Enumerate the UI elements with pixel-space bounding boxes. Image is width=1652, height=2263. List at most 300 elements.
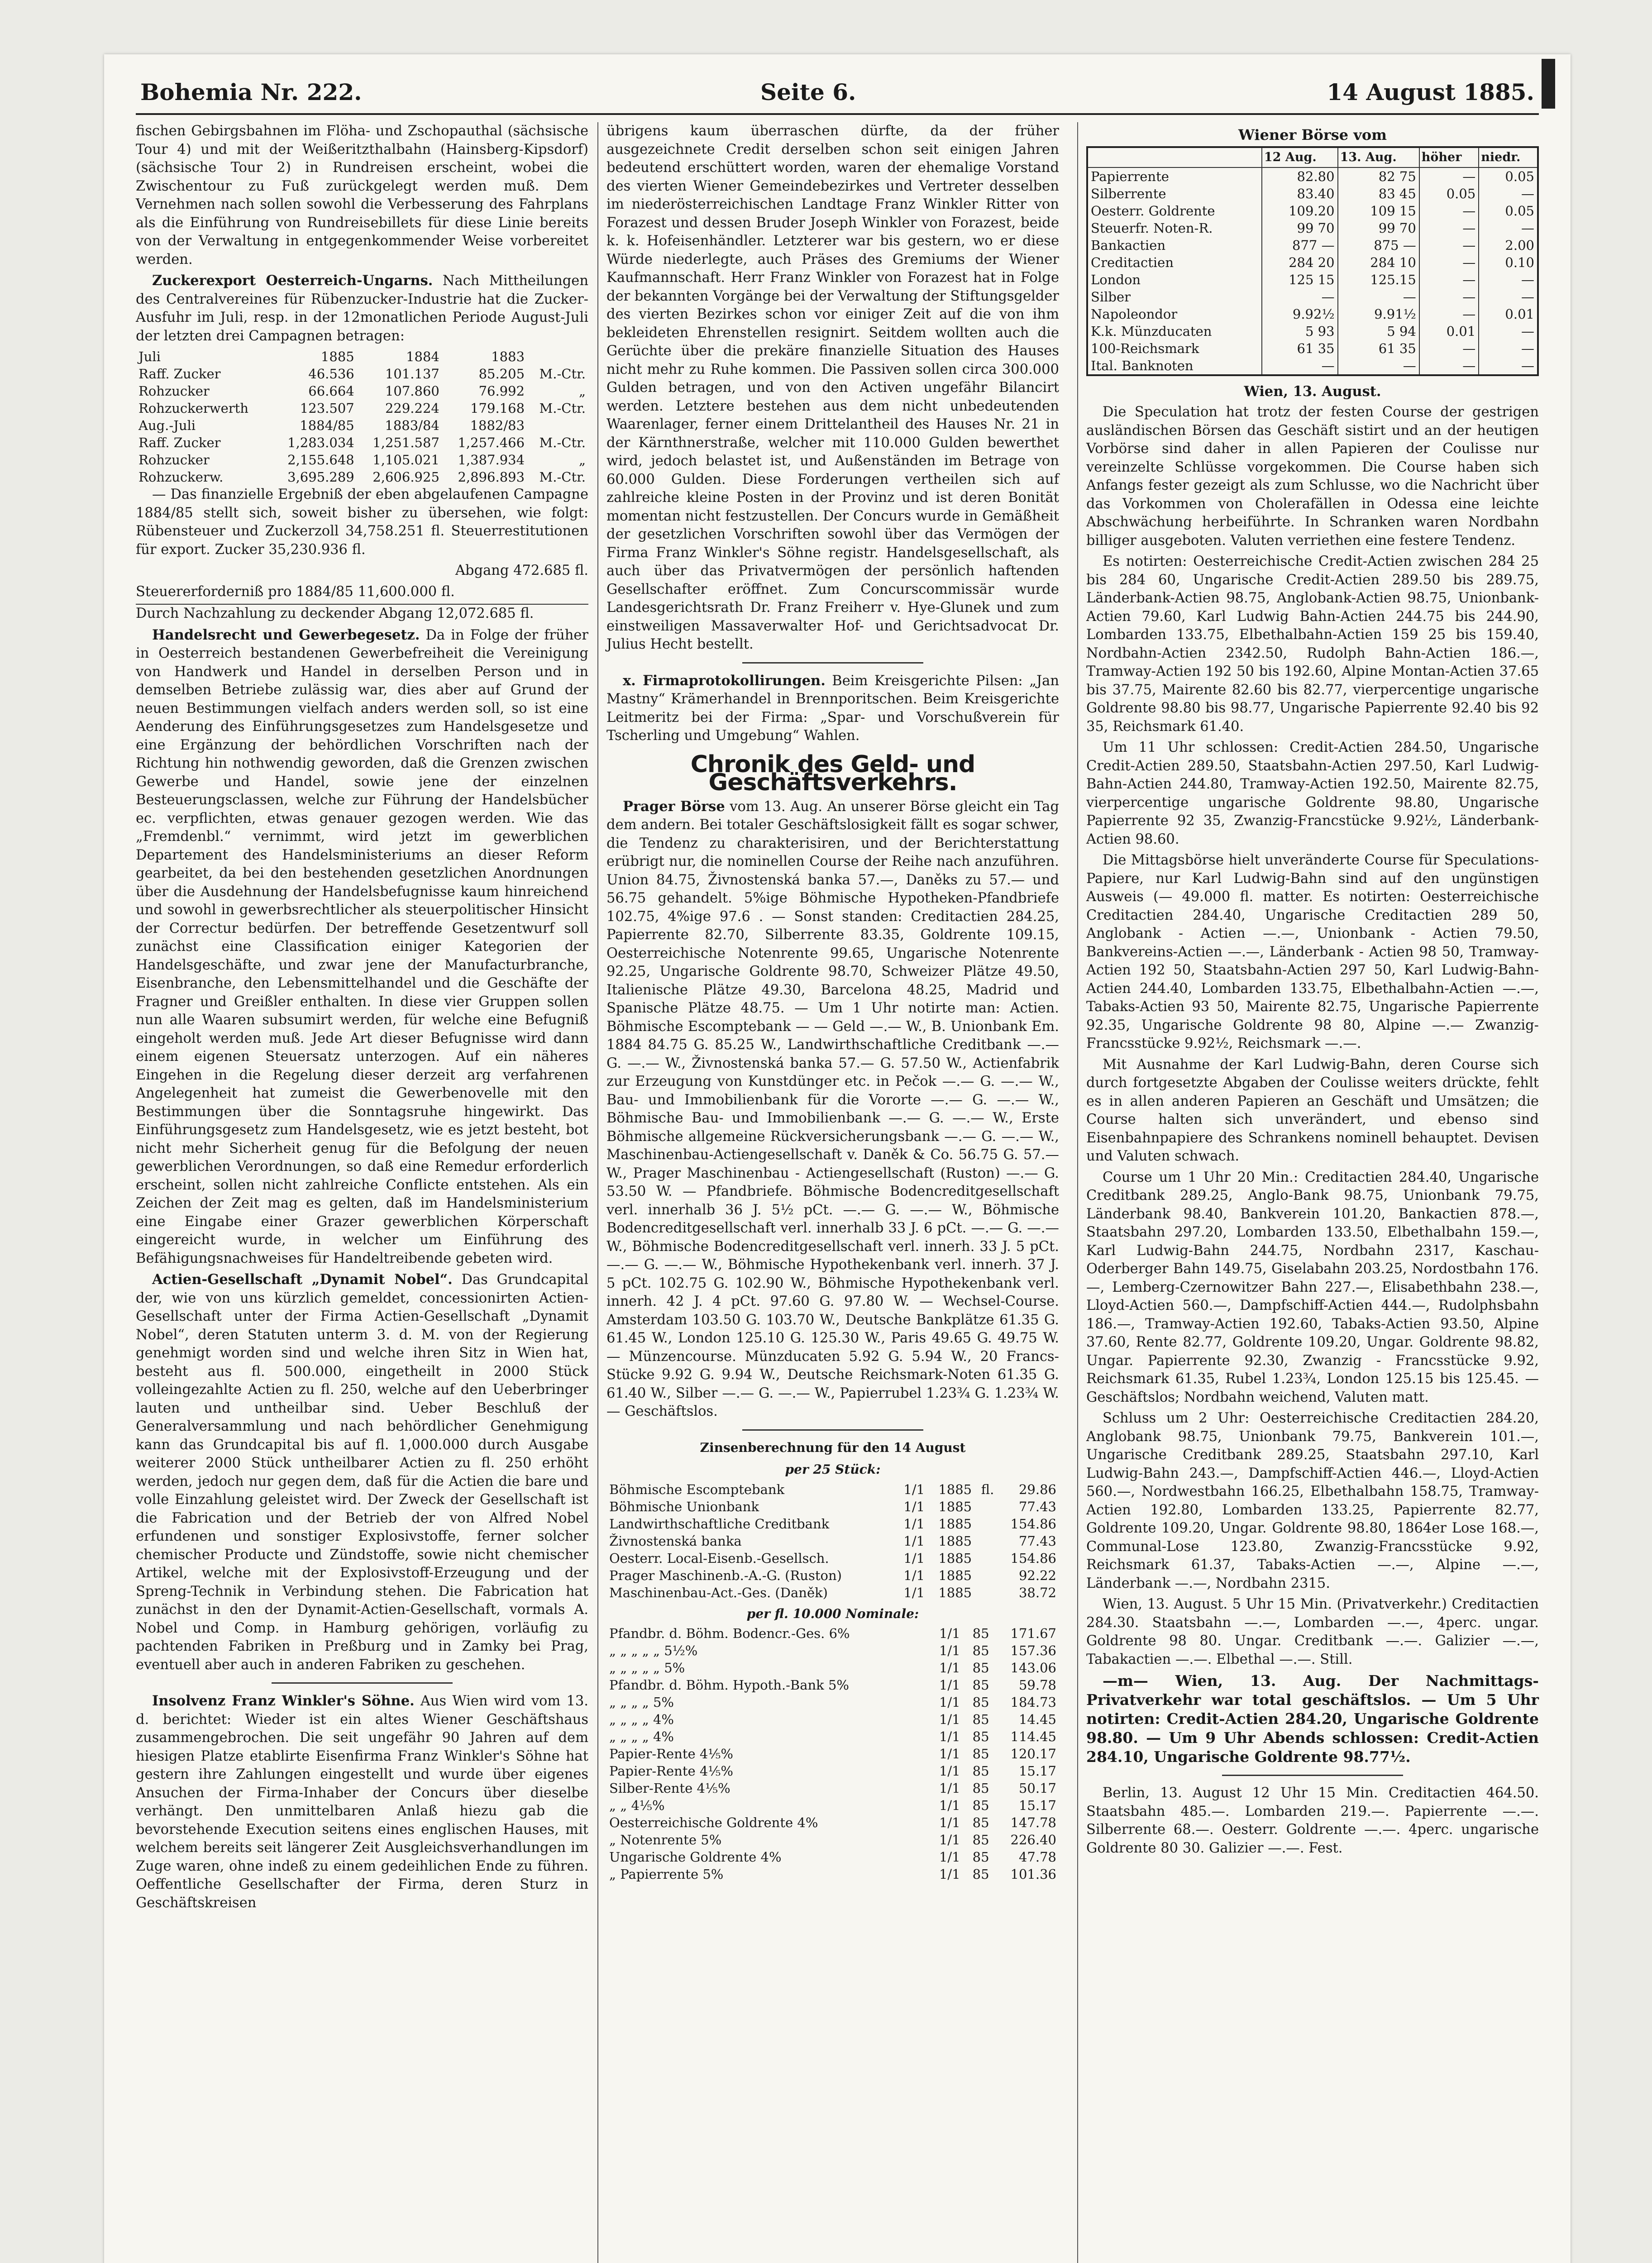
paragraph-text: vom 13. Aug. An unserer Börse gleicht ein Tag dem andern. Bei totaler Geschäftslosigkeit fällt es sogar schwer, die Tendenz zu charakterisiren, und der Berichterstattung erübrigt nur, die nominellen Course der Reihe nach anzuführen. Union 84.75, Živnostenská banka 57.—, Daněks zu 57.— und 56.75 gehandelt. 5%ige Böhmische Hypotheken-Pfandbriefe 102.75, 4%ige 97.6 . — Sonst standen: Creditactien 284.25, Papierrente 82.70, Silberrente 83.35, Goldrente 109.15, Oesterreichische Notenrente 99.65, Ungarische Notenrente 92.25, Ungarische Goldrente 98.70, Schweizer Plätze 49.50, Italienische Plätze 49.30, Barcelona 48.25, Madrid und Spanische Plätze 48.75. — Um 1 Uhr notirte man: Actien. Böhmische Escomptebank — — Geld —.— W., B. Unionbank Em. 1884 84.75 G. 85.25 W., Landwirthschaftliche Creditbank —.— G. —.— W., Živnostenská banka 57.— G. 57.50 W., Actienfabrik zur Erzeugung von Kunstdünger etc. in Pečok —.— G. —.— W., Bau- und Immobilienbank für die Vororte —.— G. —.— W., Böhmische Bau- und Immobilienbank —.— G. —.— W., Erste Böhmische allgemeine Rückversicherungsbank —.— G. —.— W., Maschinenbau-Actiengesellschaft v. Daněk & Co. 56.75 G. 57.— W., Prager Maschinenbau - Actiengesellschaft (Ruston) —.— G. 53.50 W. — Pfandbriefe. Böhmische Bodencreditgesellschaft verl. innerhalb 36 J. 5½ pCt. —.— G. —.— W., Böhmische Bodencreditgesellschaft verl. innerhalb 33 J. 6 pCt. —.— G. —.— W., Böhmische Bodencreditgesellschaft verl. innerh. 33 J. 5 pCt. —.— G. —.— W., Böhmische Hypothekenbank verl. innerh. 37 J. 5 pCt. 102.75 G. 102.90 W., Böhmische Hypothekenbank verl. innerh. 42 J. 4 pCt. 97.60 G. 97.80 W. — Wechsel-Course. Amsterdam 103.50 G. 103.70 W., Deutsche Bankplätze 61.35 G. 61.45 W., London 125.10 G. 125.30 W., Paris 49.65 G. 49.75 W. — Münzencourse. Münzducaten 5.92 G. 5.94 W., 20 Francs-Stücke 9.92 G. 9.94 W., Deutsche Reichsmark-Noten 61.35 G. 61.40 W., Silber —.— G. —.— W., Papierrubel 1.23¾ G. 1.23¾ W. — Geschäftslos. bbox=[606, 798, 1060, 1419]
table-cell: Oesterreichische Goldrente 4% bbox=[609, 1815, 818, 1830]
table-cell: 38.72 bbox=[1018, 1585, 1056, 1600]
table-cell: — bbox=[1419, 254, 1479, 271]
paragraph: Die Speculation hat trotz der festen Course der gestrigen ausländischen Börsen das Geschäft sistirt und an der heutigen Vorbörse sind daher in allen Papieren der Coulisse nur vereinzelte Schlüsse vorgekommen. Die Course haben sich Anfangs fester gezeigt als zum Schlusse, wo die Nachricht über das Vorkommen von Cholerafällen in Odessa eine leichte Abschwächung herbeiführte. In Schranken waren Nordbahn billiger ausgeboten. Valuten verriethen eine festere Tendenz. bbox=[1086, 404, 1539, 549]
table-cell: — bbox=[1479, 288, 1538, 306]
table-cell: „ „ „ „ „ 5½% bbox=[609, 1643, 698, 1658]
paragraph-text: Da in Folge der früher in Oesterreich bestandenen Gewerbefreiheit die Vereinigung von Handwerk und Handel in derselben Person und in demselben Betriebe zulässig war, dies aber auf Grund der neuen Bestimmungen vielfach anders werden soll, so ist eine Aenderung des Einführungsgesetzes zum Handelsgesetze und eine Ergänzung der behördlichen Vorschriften nach der Richtung hin nothwendig geworden, daß die Grenzen zwischen Gewerbe und Handel, sowie jene der einzelnen Besteuerungsclassen, welche zur Führung der Handelsbücher ec. verpflichten, etwas genauer gezogen werden. Wie das „Fremdenbl.“ vernimmt, wird jetzt im gewerblichen Departement des Handelsministeriums an dieser Reform gearbeitet, da bei den bestehenden gesetzlichen Anordnungen über die Ausdehnung der Handelsbefugnisse kaum hinreichend und sowohl in gewerbsrechtlicher als steuerpolitischer Hinsicht der Correctur bedürfen. Der betreffende Gesetzentwurf soll zunächst eine Classification einiger Kategorien der Handelsgeschäfte, und zwar jene der Manufacturbranche, Eisenbranche, den Lebensmittelhandel und die Geschäfte der Fragner und Greißler enthalten. In diese vier Gruppen sollen nun alle Waaren subsumirt werden, für welche eine Befugniß eingeholt werden muß. Jede Art dieser Befugnisse wird dann einem eigenen Steuersatz unterzogen. Auf ein näheres Eingehen in die Regelung dieser derzeit arg verfahrenen Angelegenheit hat zumeist die Gewerbenovelle mit den Bestimmungen über die Sonntagsruhe hingewirkt. Das Einführungsgesetz zum Handelsgesetz, wie es jetzt besteht, bot nicht mehr Sicherheit genug für die Befolgung der neuen gewerblichen Verordnungen, so daß eine Remedur erforderlich erscheint, sollen nicht zahlreiche Conflicte entstehen. Als ein Zeichen der Zeit mag es gelten, daß im Handelsministerium eine Eingabe einer Grazer gewerblichen Körperschaft eingereicht wurde, in welcher um Einführung des Befähigungsnachweises für Handeltreibende gebeten wird. bbox=[136, 627, 588, 1266]
table-cell: 85 bbox=[972, 1626, 989, 1641]
table-cell: 154.86 bbox=[1010, 1516, 1056, 1532]
table-cell: „ bbox=[578, 452, 586, 468]
table-cell: 15.17 bbox=[1018, 1763, 1056, 1779]
table-cell: 15.17 bbox=[1018, 1798, 1056, 1813]
table-cell bbox=[974, 1584, 997, 1601]
table-cell: — bbox=[1419, 202, 1479, 220]
paragraph: Berlin, 13. August 12 Uhr 15 Min. Creditactien 464.50. Staatsbahn 485.—. Lombarden 219.—. Papierrente —.—. Silberrente 68.—. Oesterr. Goldrente —.—. 4perc. ungarische Goldrente 80 30. Galizier —.—. Fest. bbox=[1086, 1785, 1539, 1856]
masthead: Bohemia Nr. 222. bbox=[140, 79, 362, 105]
paragraph: Es notirten: Oesterreichische Credit-Actien zwischen 284 25 bis 284 60, Ungarische Credit-Actien 289.50 bis 289.75, Länderbank-Actien 98.75, Anglobank-Actien 98.75, Unionbank-Actien 79.60, Karl Ludwig Bahn-Actien 244.75 bis 244.90, Lombarden 133.75, Elbethalbahn-Actien 159 25 bis 159.40, Nordbahn-Actien 2342.50, Rudolph Bahn-Actien 186.—, Tramway-Actien 192 50 bis 192.60, Alpine Montan-Actien 37.65 bis 37.75, Mairente 82.60 bis 82.77, vierpercentige ungarische Goldrente 98.80 bis 98.77, Ungarische Papierrente 92.40 bis 92 35, Reichsmark 61.40. bbox=[1086, 554, 1539, 735]
table-row bbox=[136, 468, 588, 486]
table-row bbox=[1087, 271, 1538, 288]
table-cell bbox=[974, 1533, 997, 1550]
table-row bbox=[606, 1659, 1059, 1676]
table-cell: 0.05 bbox=[1479, 202, 1538, 220]
table-cell: 1,251.587 bbox=[372, 435, 439, 450]
table-cell: 2,896.893 bbox=[458, 469, 525, 485]
table-cell: 50.17 bbox=[1018, 1781, 1056, 1796]
table-row bbox=[1087, 220, 1538, 237]
table-cell: 1/1 bbox=[939, 1832, 960, 1848]
paragraph: Durch Nachzahlung zu deckender Abgang 12,072.685 fl. bbox=[136, 604, 588, 623]
table-row bbox=[606, 1481, 1059, 1498]
sugar-export-table bbox=[136, 348, 588, 486]
table-cell: London bbox=[1087, 271, 1262, 288]
table-cell: — bbox=[1338, 357, 1419, 375]
table-cell: 1/1 bbox=[939, 1712, 960, 1727]
table-cell: 143.06 bbox=[1010, 1660, 1056, 1676]
table-cell bbox=[974, 1498, 997, 1515]
table-row bbox=[1087, 237, 1538, 254]
table-cell: Landwirthschaftliche Creditbank bbox=[609, 1516, 830, 1532]
paragraph bbox=[136, 626, 588, 1268]
table-row bbox=[1087, 306, 1538, 323]
paragraph bbox=[136, 1692, 588, 1912]
divider bbox=[742, 662, 923, 664]
table-cell: Rohzucker bbox=[138, 452, 210, 468]
table-cell: 877 — bbox=[1262, 237, 1338, 254]
table-cell: 1,257.466 bbox=[458, 435, 525, 450]
page-number: Seite 6. bbox=[760, 79, 856, 105]
table-cell: Böhmische Unionbank bbox=[609, 1499, 759, 1514]
table-row bbox=[606, 1533, 1059, 1550]
table-cell: Silber bbox=[1087, 288, 1262, 306]
table-cell: 82 75 bbox=[1338, 167, 1419, 185]
table-cell: Oesterr. Local-Eisenb.-Gesellsch. bbox=[609, 1550, 829, 1566]
table-cell: „ Papierrente 5% bbox=[609, 1867, 724, 1882]
table-cell: 1/1 bbox=[939, 1815, 960, 1830]
table-cell: Papier-Rente 4⅕% bbox=[609, 1763, 733, 1779]
paragraph bbox=[136, 272, 588, 345]
paragraph-text: Nach Mittheilungen des Centralvereines für Rübenzucker-Industrie hat die Zucker-Ausfuhr im Juli, resp. in der 12monatlichen Periode August-Juli der letzten drei Campagnen betragen: bbox=[136, 273, 588, 344]
table-cell: Ital. Banknoten bbox=[1087, 357, 1262, 375]
table-cell: — bbox=[1419, 271, 1479, 288]
table-cell: 85 bbox=[972, 1798, 989, 1813]
table-cell: 5 93 bbox=[1262, 323, 1338, 340]
table-cell: 85 bbox=[972, 1763, 989, 1779]
table-cell: 1885 bbox=[938, 1550, 972, 1566]
table-cell: 61 35 bbox=[1262, 340, 1338, 357]
table-cell: Creditactien bbox=[1087, 254, 1262, 271]
table-cell: — bbox=[1419, 288, 1479, 306]
interest-table-nominal bbox=[606, 1625, 1059, 1883]
paragraph: Abgang 472.685 fl. bbox=[455, 563, 588, 578]
table-cell: 85 bbox=[972, 1832, 989, 1848]
table-cell: — bbox=[1479, 357, 1538, 375]
table-cell bbox=[974, 1515, 997, 1533]
table-cell: 85 bbox=[972, 1643, 989, 1658]
table-cell: Papier-Rente 4⅕% bbox=[609, 1746, 733, 1762]
table-cell: fl. bbox=[981, 1481, 994, 1497]
table-cell: 1/1 bbox=[903, 1481, 925, 1497]
table-cell: M.-Ctr. bbox=[539, 469, 586, 485]
table-cell: 77.43 bbox=[1018, 1533, 1056, 1549]
divider bbox=[742, 1429, 923, 1431]
section-heading: x. Firmaprotokollirungen. bbox=[623, 672, 826, 689]
table-cell: 85 bbox=[972, 1815, 989, 1830]
page-header bbox=[136, 63, 1539, 115]
table-cell: 1/1 bbox=[903, 1499, 925, 1514]
table-cell: 9.92½ bbox=[1262, 306, 1338, 323]
table-cell bbox=[527, 348, 588, 365]
table-cell: 154.86 bbox=[1010, 1550, 1056, 1566]
vienna-exchange-table bbox=[1086, 146, 1539, 376]
table-cell: 46.536 bbox=[308, 366, 354, 382]
table-cell: 1/1 bbox=[939, 1763, 960, 1779]
table-cell: 229.224 bbox=[385, 401, 439, 416]
table-row bbox=[606, 1550, 1059, 1567]
table-cell: 1883 bbox=[491, 349, 525, 364]
table-cell: 47.78 bbox=[1018, 1849, 1056, 1865]
table-cell: — bbox=[1479, 271, 1538, 288]
table-title: Zinsenberechnung für den 14 August bbox=[700, 1440, 966, 1455]
column-2 bbox=[606, 122, 1059, 1883]
table-row bbox=[606, 1498, 1059, 1515]
paragraph-text: Das Grundcapital der, wie von uns kürzlich gemeldet, concessionirten Actien-Gesellschaft unter der Firma Actien-Gesellschaft „Dynamit Nobel“, deren Statuten unterm 3. d. M. von der Regierung genehmigt worden sind und welche ihren Sitz in Wien hat, besteht aus fl. 500.000, eingetheilt in 2000 Stück volleingezahlte Actien zu fl. 250, welche auf den Ueberbringer lauten und untheilbar sind. Ueber Beschluß der Generalversammlung und nach behördlicher Genehmigung kann das Grundcapital bis auf fl. 1,000.000 durch Ausgabe weiterer 2000 Stück untheilbarer Actien zu fl. 250 erhöht werden, jedoch nur gegen dem, daß für die Actien die bare und volle Einzahlung geleistet wird. Der Zweck der Gesellschaft ist die Fabrication und der Betrieb der von Alfred Nobel erfundenen und sonstiger Explosivstoffe, ferner solcher chemischer Producte und Zündstoffe, sowie nicht chemischer Artikel, welche mit der Explosivstoff-Erzeugung und der Spreng-Technik in Verbindung stehen. Die Fabrication hat zunächst in den der Dynamit-Actien-Gesellschaft, vormals A. Nobel und Comp. in Hamburg gehörigen, vorläufig zu pachtenden Fabriken in Preßburg und in Zamky bei Prag, eventuell aber auch in anderen Fabriken zu geschehen. bbox=[136, 1272, 588, 1673]
table-cell: — bbox=[1419, 357, 1479, 375]
table-row bbox=[606, 1831, 1059, 1848]
section-heading: Insolvenz Franz Winkler's Söhne. bbox=[152, 1693, 415, 1709]
table-subtitle: per fl. 10.000 Nominale: bbox=[746, 1606, 919, 1621]
column-rule bbox=[597, 122, 598, 2263]
table-cell: 114.45 bbox=[1010, 1729, 1056, 1744]
paragraph bbox=[136, 1270, 588, 1674]
table-row bbox=[136, 400, 588, 417]
table-cell: 2.00 bbox=[1479, 237, 1538, 254]
column-1 bbox=[136, 122, 588, 1915]
table-cell: — bbox=[1419, 167, 1479, 185]
table-cell bbox=[527, 417, 588, 434]
table-cell: Raff. Zucker bbox=[138, 366, 221, 382]
table-row bbox=[136, 348, 588, 365]
table-cell: 0.10 bbox=[1479, 254, 1538, 271]
table-cell: Napoleondor bbox=[1087, 306, 1262, 323]
table-cell: 1882/83 bbox=[470, 418, 525, 433]
table-cell: 123.507 bbox=[300, 401, 354, 416]
table-cell: M.-Ctr. bbox=[539, 401, 586, 416]
paragraph-text: Beim Kreisgerichte Pilsen: „Jan Mastny“ Krämerhandel in Brennporitschen. Beim Kreisgerichte Leitmeritz bei der Firma: „Spar- und Vorschußverein für Tscherling und Umgebung“ Wahlen. bbox=[606, 673, 1059, 744]
table-row bbox=[1087, 185, 1538, 202]
table-title: Wiener Börse vom bbox=[1238, 126, 1387, 143]
table-cell: 284 20 bbox=[1262, 254, 1338, 271]
paragraph bbox=[606, 797, 1059, 1421]
table-cell: 85.205 bbox=[478, 366, 525, 382]
table-cell: 5 94 bbox=[1338, 323, 1419, 340]
table-cell bbox=[974, 1550, 997, 1567]
table-cell: 85 bbox=[972, 1867, 989, 1882]
table-cell: 59.78 bbox=[1018, 1677, 1056, 1693]
table-cell: 99 70 bbox=[1338, 220, 1419, 237]
table-cell: 109.20 bbox=[1262, 202, 1338, 220]
table-cell: 85 bbox=[972, 1849, 989, 1865]
section-heading: Prager Börse bbox=[623, 798, 725, 815]
table-row bbox=[1087, 340, 1538, 357]
paragraph: übrigens kaum überraschen dürfte, da der früher ausgezeichnete Credit derselben schon seit einigen Jahren bedeutend erschüttert worden, waren der ehemalige Vorstand des vierten Wiener Gemeindebezirkes und Vertreter desselben im niederösterreichischen Landtage Franz Winkler Ritter von Forazest und dessen Bruder Joseph Winkler von Forazest, beide k. k. Hofeisenhändler. Letzterer war bis gestern, wo er diese Würde niederlegte, auch Präses des Gremiums der Wiener Kaufmannschaft. Herr Franz Winkler von Forazest hat in Folge der bekannten Vorgänge bei der Verwaltung der Stiftungsgelder des vierten Bezirkes schon vor einiger Zeit auf die von ihm bekleideten Ehrenstellen resignirt. Seitdem wollten auch die Gerüchte über die prekäre finanzielle Situation des Hauses nicht mehr zu Ruhe kommen. Die Passiven sollen circa 300.000 Gulden betragen, und von den Activen ungefähr Bilancirt werden. Letztere bestehen aus dem nicht unbedeutenden Waarenlager, ferner einem Drittelantheil des Hauses Nr. 21 in der Kärnthnerstraße, welcher mit 110.000 Gulden bewerthet wird, jedoch belastet ist, und Außenständen im Betrage von 60.000 Gulden. Diese Forderungen vertheilen sich auf zahlreiche kleine Posten in der Provinz und ist deren Bonität momentan nicht festzustellen. Der Concurs wurde in Gemäßheit der gesetzlichen Vorschriften sowohl über das Vermögen der Firma Franz Winkler's Söhne registr. Handelsgesellschaft, als auch über das Privatvermögen der persönlich haftenden Gesellschafter eröffnet. Zum Concurscommissär wurde Landesgerichtsrath Dr. Franz Freiherr v. Hye-Glunek und zum einstweiligen Massaverwalter Hof- und Gerichtsadvocat Dr. Julius Hecht bestellt. bbox=[606, 123, 1059, 652]
table-cell: 1884/85 bbox=[300, 418, 354, 433]
table-cell: 1/1 bbox=[939, 1746, 960, 1762]
paragraph: — Das finanzielle Ergebniß der eben abgelaufenen Campagne 1884/85 stellt sich, soweit bisher zu übersehen, wie folgt: Rübensteuer und Zuckerzoll 34,758.251 fl. Steuerrestitutionen für export. Zucker 35,230.936 fl. bbox=[136, 487, 588, 558]
table-subtitle: per 25 Stück: bbox=[785, 1462, 881, 1477]
table-cell: 0.01 bbox=[1419, 323, 1479, 340]
table-cell: — bbox=[1479, 340, 1538, 357]
table-cell: Oesterr. Goldrente bbox=[1087, 202, 1262, 220]
table-cell: 85 bbox=[972, 1712, 989, 1727]
table-row bbox=[606, 1848, 1059, 1866]
table-cell: 157.36 bbox=[1010, 1643, 1056, 1658]
table-cell: 2,155.648 bbox=[287, 452, 354, 468]
table-cell: Papierrente bbox=[1087, 167, 1262, 185]
table-cell: 85 bbox=[972, 1729, 989, 1744]
table-cell: 82.80 bbox=[1262, 167, 1338, 185]
table-cell: — bbox=[1419, 306, 1479, 323]
table-cell: 1/1 bbox=[903, 1533, 925, 1549]
table-cell: 120.17 bbox=[1010, 1746, 1056, 1762]
table-row bbox=[606, 1711, 1059, 1728]
section-heading: Handelsrecht und Gewerbegesetz. bbox=[152, 626, 420, 643]
table-row bbox=[136, 417, 588, 434]
paragraph: Steuererforderniß pro 1884/85 11,600.000 fl. bbox=[136, 583, 455, 600]
table-row bbox=[606, 1515, 1059, 1533]
table-cell: 0.05 bbox=[1419, 185, 1479, 202]
table-row bbox=[1087, 357, 1538, 375]
table-row bbox=[606, 1728, 1059, 1745]
table-row bbox=[1087, 288, 1538, 306]
column-3 bbox=[1086, 122, 1539, 1860]
table-cell: Rohzucker bbox=[138, 383, 210, 399]
table-row bbox=[1087, 202, 1538, 220]
table-cell: 1/1 bbox=[939, 1729, 960, 1744]
table-cell: 9.91½ bbox=[1338, 306, 1419, 323]
table-cell: 1/1 bbox=[939, 1660, 960, 1676]
column-header bbox=[1087, 147, 1262, 167]
table-row bbox=[136, 451, 588, 468]
table-cell: 179.168 bbox=[470, 401, 525, 416]
column-header: 13. Aug. bbox=[1338, 147, 1419, 167]
column-header: niedr. bbox=[1479, 147, 1538, 167]
table-cell: „ Notenrente 5% bbox=[609, 1832, 722, 1848]
table-cell bbox=[974, 1567, 997, 1584]
table-cell: Živnostenská banka bbox=[609, 1533, 742, 1549]
table-row bbox=[606, 1625, 1059, 1642]
table-cell: 109 15 bbox=[1338, 202, 1419, 220]
table-cell: Steuerfr. Noten-R. bbox=[1087, 220, 1262, 237]
table-cell: „ „ 4⅕% bbox=[609, 1798, 665, 1813]
issue-date: 14 August 1885. bbox=[1327, 79, 1534, 105]
table-cell: 1885 bbox=[938, 1481, 972, 1497]
table-cell: 1/1 bbox=[939, 1867, 960, 1882]
table-cell: 147.78 bbox=[1010, 1815, 1056, 1830]
table-cell: 107.860 bbox=[385, 383, 439, 399]
paragraph: Course um 1 Uhr 20 Min.: Creditactien 284.40, Ungarische Creditbank 289.25, Anglo-Bank 98.75, Unionbank 79.75, Länderbank 98.40, Bankverein 101.20, Bankactien 878.—, Staatsbahn 297.20, Lombarden 133.50, Elbethalbahn 159.—, Karl Ludwig-Bahn 244.75, Nordbahn 2317, Kaschau-Oderberger Bahn 149.75, Giselabahn 203.25, Nordostbahn 176.—, Lemberg-Czernowitzer Bahn 227.—, Elisabethbahn 238.—, Lloyd-Actien 560.—, Dampfschiff-Actien 444.—, Rudolphsbahn 186.—, Tramway-Actien 192.60, Tabaks-Actien 93.50, Alpine 37.60, Rente 82.77, Goldrente 109.20, Ungar. Goldrente 98.82, Ungar. Papierrente 92.30, Zwanzig - Francsstücke 9.92, Reichsmark 61.35, Rubel 1.23¾, London 125.15 bis 125.45. — Geschäftslos; Nordbahn weichend, Valuten matt. bbox=[1086, 1169, 1539, 1405]
table-cell: — bbox=[1419, 340, 1479, 357]
table-cell: 1/1 bbox=[903, 1567, 925, 1583]
table-cell: 1883/84 bbox=[385, 418, 439, 433]
table-cell: 1/1 bbox=[939, 1849, 960, 1865]
table-cell: 1884 bbox=[406, 349, 439, 364]
table-cell: 83 45 bbox=[1338, 185, 1419, 202]
paragraph: —m— Wien, 13. Aug. Der Nachmittags-Privatverkehr war total geschäftslos. — Um 5 Uhr notirten: Credit-Actien 284.20, Ungarische Goldrente 98.80. — Um 9 Uhr Abends schlossen: Credit-Actien 284.10, Ungarische Goldrente 98.77½. bbox=[1086, 1672, 1539, 1766]
table-cell: 1/1 bbox=[939, 1626, 960, 1641]
table-cell: 1885 bbox=[938, 1585, 972, 1600]
paragraph: fischen Gebirgsbahnen im Flöha- und Zschopauthal (sächsische Tour 4) und mit der Weißeritzthalbahn (Hainsberg-Kipsdorf) (sächsische Tour 2) in Rundreisen erscheint, wobei die Zwischentour zu Fuß zurückgelegt werden muß. Dem Vernehmen nach sollen sowohl die Verbesserung des Fahrplans als die Einführung von Rundreisebillets für diese Linie bereits von der Verwaltung in entgegenkommender Weise vorbereitet werden. bbox=[136, 123, 588, 267]
table-cell: 0.01 bbox=[1479, 306, 1538, 323]
column-header: höher bbox=[1419, 147, 1479, 167]
table-cell: „ „ „ „ „ 5% bbox=[609, 1660, 685, 1676]
table-row bbox=[606, 1676, 1059, 1694]
table-row bbox=[606, 1745, 1059, 1762]
table-cell: Böhmische Escomptebank bbox=[609, 1481, 785, 1497]
table-cell: 1885 bbox=[938, 1533, 972, 1549]
table-cell: 66.664 bbox=[308, 383, 354, 399]
table-row bbox=[136, 434, 588, 451]
table-row bbox=[606, 1780, 1059, 1797]
paragraph: Wien, 13. August. 5 Uhr 15 Min. (Privatverkehr.) Creditactien 284.30. Staatsbahn —.—, Lombarden —.—, 4perc. ungar. Goldrente 98 80. Ungar. Creditbank —.—. Galizier —.—, Tabakactien —.—. Elbethal —.—. Still. bbox=[1086, 1596, 1539, 1667]
table-row bbox=[606, 1762, 1059, 1780]
table-cell: 1/1 bbox=[903, 1585, 925, 1600]
table-cell: 83.40 bbox=[1262, 185, 1338, 202]
newspaper-page bbox=[104, 54, 1571, 2263]
table-cell: 1885 bbox=[320, 349, 354, 364]
table-header-row bbox=[1087, 147, 1538, 167]
table-cell: 1,387.934 bbox=[458, 452, 525, 468]
table-cell: 77.43 bbox=[1018, 1499, 1056, 1514]
table-cell: 85 bbox=[972, 1660, 989, 1676]
table-cell: „ „ „ „ 4% bbox=[609, 1729, 674, 1744]
table-cell: Raff. Zucker bbox=[138, 435, 221, 450]
table-cell: — bbox=[1419, 237, 1479, 254]
table-cell: — bbox=[1479, 185, 1538, 202]
table-row bbox=[606, 1584, 1059, 1601]
table-cell: 1/1 bbox=[939, 1643, 960, 1658]
table-cell: — bbox=[1262, 357, 1338, 375]
table-cell: 29.86 bbox=[1018, 1481, 1056, 1497]
table-cell: Maschinenbau-Act.-Ges. (Daněk) bbox=[609, 1585, 828, 1600]
table-cell: Bankactien bbox=[1087, 237, 1262, 254]
table-cell: 85 bbox=[972, 1781, 989, 1796]
column-rule bbox=[1077, 122, 1078, 2263]
table-cell: 85 bbox=[972, 1677, 989, 1693]
table-row bbox=[606, 1814, 1059, 1831]
table-cell: 226.40 bbox=[1010, 1832, 1056, 1848]
table-cell: 1885 bbox=[938, 1516, 972, 1532]
table-cell: 61 35 bbox=[1338, 340, 1419, 357]
table-cell: — bbox=[1479, 220, 1538, 237]
table-cell: 101.137 bbox=[385, 366, 439, 382]
table-row bbox=[606, 1567, 1059, 1584]
table-cell: M.-Ctr. bbox=[539, 366, 586, 382]
table-cell: — bbox=[1479, 323, 1538, 340]
table-cell: 284 10 bbox=[1338, 254, 1419, 271]
paragraph-text: Aus Wien wird vom 13. d. berichtet: Wieder ist ein altes Wiener Geschäftshaus zusammengebrochen. Die seit ungefähr 90 Jahren auf dem hiesigen Platze etablirte Eisenfirma Franz Winkler's Söhne hat gestern ihre Zahlungen eingestellt und wurde über eigenes Ansuchen der Firma-Inhaber der Concurs über dieselbe verhängt. Den unmittelbaren Anlaß hiezu gab die bevorstehende Execution seitens eines englischen Hauses, mit welchem bereits seit längerer Zeit Ausgleichsverhandlungen im Zuge waren, ohne indeß zu einem gedeihlichen Ende zu führen. Oeffentliche Gesellschafter der Firma, deren Sturz in Geschäftskreisen bbox=[136, 1693, 588, 1911]
table-cell: 171.67 bbox=[1010, 1626, 1056, 1641]
table-cell: 1/1 bbox=[939, 1798, 960, 1813]
table-cell: 99 70 bbox=[1262, 220, 1338, 237]
table-cell: „ „ „ „ 5% bbox=[609, 1695, 674, 1710]
table-cell: 2,606.925 bbox=[372, 469, 439, 485]
divider bbox=[1222, 1775, 1403, 1776]
table-cell: 92.22 bbox=[1018, 1567, 1056, 1583]
table-cell: 85 bbox=[972, 1746, 989, 1762]
table-cell: Pfandbr. d. Böhm. Hypoth.-Bank 5% bbox=[609, 1677, 849, 1693]
table-row bbox=[606, 1694, 1059, 1711]
table-cell: „ bbox=[578, 383, 586, 399]
table-row bbox=[606, 1866, 1059, 1883]
interest-table bbox=[606, 1481, 1059, 1601]
table-row bbox=[1087, 254, 1538, 271]
table-cell: 1/1 bbox=[939, 1677, 960, 1693]
dateline: Wien, 13. August. bbox=[1244, 383, 1381, 400]
table-cell: 875 — bbox=[1338, 237, 1419, 254]
table-cell: 85 bbox=[972, 1695, 989, 1710]
binding-mark bbox=[1542, 59, 1555, 109]
table-cell: 184.73 bbox=[1010, 1695, 1056, 1710]
table-cell: Silber-Rente 4⅕% bbox=[609, 1781, 731, 1796]
paragraph: Die Mittagsbörse hielt unveränderte Course für Speculations-Papiere, nur Karl Ludwig-Bahn sind auf den ungünstigen Ausweis (— 49.000 fl. matter. Es notirten: Oesterreichische Creditactien 284.40, Ungarische Creditactien 289 50, Anglobank - Actien —.—, Unionbank - Actien 79.50, Bankvereins-Actien —.—, Länderbank - Actien 98 50, Tramway-Actien 192 50, Staatsbahn-Actien 297 50, Karl Ludwig-Bahn-Actien 244.40, Lombarden 133.75, Elbethalbahn-Actien —.—, Tabaks-Actien 93 50, Mairente 82.75, Ungarische Papierrente 92.35, Ungarische Goldrente 98 80, Alpine —.— Zwanzig-Francsstücke 9.92½, Reichsmark —.—. bbox=[1086, 852, 1539, 1051]
section-heading: Zuckerexport Oesterreich-Ungarns. bbox=[152, 272, 433, 289]
section-heading: Actien-Gesellschaft „Dynamit Nobel“. bbox=[152, 1271, 453, 1288]
paragraph bbox=[606, 672, 1059, 745]
paragraph: Um 11 Uhr schlossen: Credit-Actien 284.50, Ungarische Credit-Actien 289.50, Staatsbahn-Actien 297.50, Karl Ludwig-Bahn-Actien 244.80, Tramway-Actien 192.50, Mairente 82.75, vierpercentige ungarische Goldrente 98.80, Ungarische Papierrente 92 35, Zwanzig-Francstücke 9.92½, Länderbank-Actien 98.60. bbox=[1086, 740, 1539, 847]
divider bbox=[272, 1682, 453, 1684]
table-cell: Rohzuckerw. bbox=[138, 469, 224, 485]
table-row bbox=[606, 1797, 1059, 1814]
table-cell: 14.45 bbox=[1018, 1712, 1056, 1727]
table-cell: 101.36 bbox=[1010, 1867, 1056, 1882]
table-row bbox=[136, 365, 588, 382]
table-cell: 1/1 bbox=[939, 1781, 960, 1796]
table-cell: 1/1 bbox=[939, 1695, 960, 1710]
table-cell: 1,105.021 bbox=[372, 452, 439, 468]
table-cell: Ungarische Goldrente 4% bbox=[609, 1849, 782, 1865]
paragraph: Mit Ausnahme der Karl Ludwig-Bahn, deren Course sich durch fortgesetzte Abgaben der Coulisse weiters drückte, fehlt es in allen anderen Papieren an Geschäft und Umsätzen; die Course halten sich unverändert, und ebenso sind Eisenbahnpapiere des Schrankens nominell behauptet. Devisen und Valuten schwach. bbox=[1086, 1056, 1539, 1164]
table-cell: 1/1 bbox=[903, 1516, 925, 1532]
column-header: 12 Aug. bbox=[1262, 147, 1338, 167]
table-cell: 3,695.289 bbox=[287, 469, 354, 485]
table-row bbox=[1087, 167, 1538, 185]
table-cell: 1,283.034 bbox=[287, 435, 354, 450]
table-cell: 76.992 bbox=[478, 383, 525, 399]
table-cell: — bbox=[1338, 288, 1419, 306]
table-cell: 125.15 bbox=[1338, 271, 1419, 288]
table-cell: — bbox=[1262, 288, 1338, 306]
section-title: Chronik des Geld- und Geschäftsverkehrs. bbox=[690, 750, 975, 796]
table-cell: Prager Maschinenb.-A.-G. (Ruston) bbox=[609, 1567, 842, 1583]
table-cell: Rohzuckerwerth bbox=[138, 401, 248, 416]
table-cell: K.k. Münzducaten bbox=[1087, 323, 1262, 340]
table-cell: Silberrente bbox=[1087, 185, 1262, 202]
table-cell: Juli bbox=[138, 349, 161, 364]
table-row bbox=[1087, 323, 1538, 340]
table-cell: 0.05 bbox=[1479, 167, 1538, 185]
table-cell: Pfandbr. d. Böhm. Bodencr.-Ges. 6% bbox=[609, 1626, 850, 1641]
table-cell: 1885 bbox=[938, 1567, 972, 1583]
paragraph: Schluss um 2 Uhr: Oesterreichische Creditactien 284.20, Anglobank 98.75, Unionbank 79.75, Bankverein 101.—, Ungarische Creditbank 289.25, Staatsbahn 297.10, Karl Ludwig-Bahn 243.—, Dampfschiff-Actien 446.—, Lloyd-Actien 560.—, Nordwestbahn 166.25, Elbethalbahn 158.75, Tramway-Actien 192.80, Lombarden 133.25, Papierrente 82.77, Goldrente 109.20, Ungar. Goldrente 98.80, 1864er Lose 168.—, Communal-Lose 123.80, Zwanzig-Francsstücke 9.92, Reichsmark 61.37, Tabaks-Actien —.—, Alpine —.—, Länderbank —.—, Nordbahn 2315. bbox=[1086, 1410, 1539, 1591]
table-cell: Aug.-Juli bbox=[138, 418, 196, 433]
table-cell: 1/1 bbox=[903, 1550, 925, 1566]
table-cell: „ „ „ „ 4% bbox=[609, 1712, 674, 1727]
table-cell: 1885 bbox=[938, 1499, 972, 1514]
table-row bbox=[606, 1642, 1059, 1659]
table-cell: — bbox=[1419, 220, 1479, 237]
table-cell: 125 15 bbox=[1262, 271, 1338, 288]
table-cell: M.-Ctr. bbox=[539, 435, 586, 450]
